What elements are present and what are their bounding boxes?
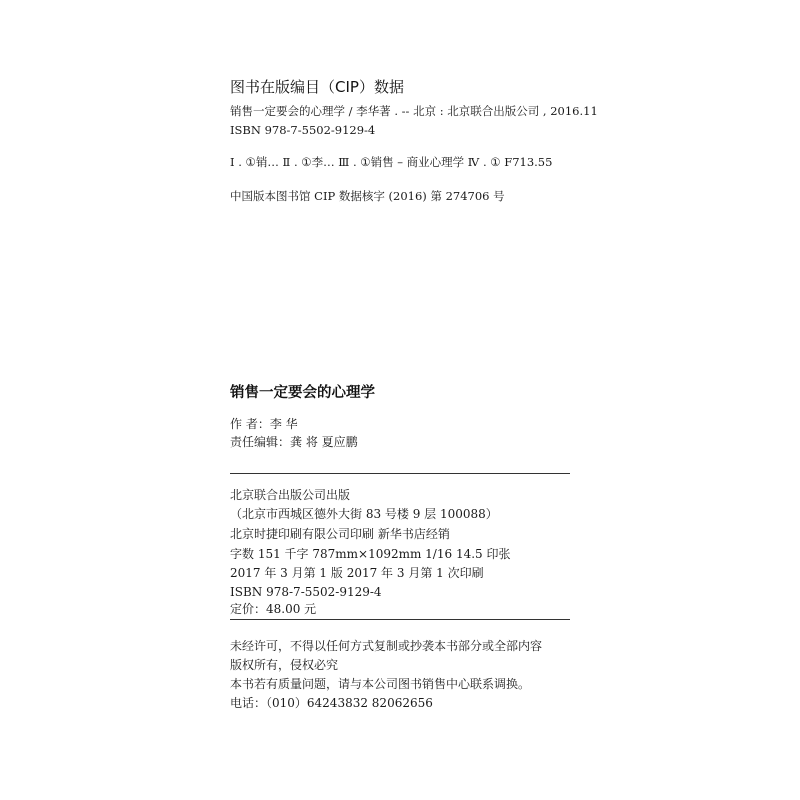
printer-line: 北京时捷印刷有限公司印刷 新华书店经销 bbox=[230, 527, 450, 541]
specs-line: 字数 151 千字 787mm×1092mm 1/16 14.5 印张 bbox=[230, 547, 511, 561]
quality-notice: 本书若有质量问题，请与本公司图书销售中心联系调换。 bbox=[230, 677, 531, 691]
author-line: 作 者：李 华 bbox=[230, 417, 298, 431]
address-line: （北京市西城区德外大街 83 号楼 9 层 100088） bbox=[230, 507, 498, 521]
book-title: 销售一定要会的心理学 bbox=[230, 384, 375, 401]
price-line: 定价：48.00 元 bbox=[230, 602, 317, 616]
cip-classification-line: Ⅰ . ①销… Ⅱ . ①李… Ⅲ . ①销售 – 商业心理学 Ⅳ . ① F713.55 bbox=[230, 155, 553, 169]
editors-line: 责任编辑：龚 将 夏应鹏 bbox=[230, 435, 358, 449]
cip-isbn-line: ISBN 978-7-5502-9129-4 bbox=[230, 123, 376, 137]
cip-catalog-line: 销售一定要会的心理学 / 李华著 . -- 北京 : 北京联合出版公司 , 2016.11 bbox=[230, 104, 598, 118]
cip-record-number: 中国版本图书馆 CIP 数据核字 (2016) 第 274706 号 bbox=[230, 189, 505, 203]
divider-bottom bbox=[230, 619, 570, 620]
divider-top bbox=[230, 473, 570, 474]
rights-reserved-line: 版权所有，侵权必究 bbox=[230, 658, 339, 672]
cip-heading: 图书在版编目（CIP）数据 bbox=[230, 78, 404, 96]
isbn-line: ISBN 978-7-5502-9129-4 bbox=[230, 585, 382, 599]
publisher-line: 北京联合出版公司出版 bbox=[230, 488, 351, 502]
edition-line: 2017 年 3 月第 1 版 2017 年 3 月第 1 次印刷 bbox=[230, 566, 484, 580]
copyright-notice: 未经许可，不得以任何方式复制或抄袭本书部分或全部内容 bbox=[230, 639, 543, 653]
phone-line: 电话：（010）64243832 82062656 bbox=[230, 696, 433, 710]
